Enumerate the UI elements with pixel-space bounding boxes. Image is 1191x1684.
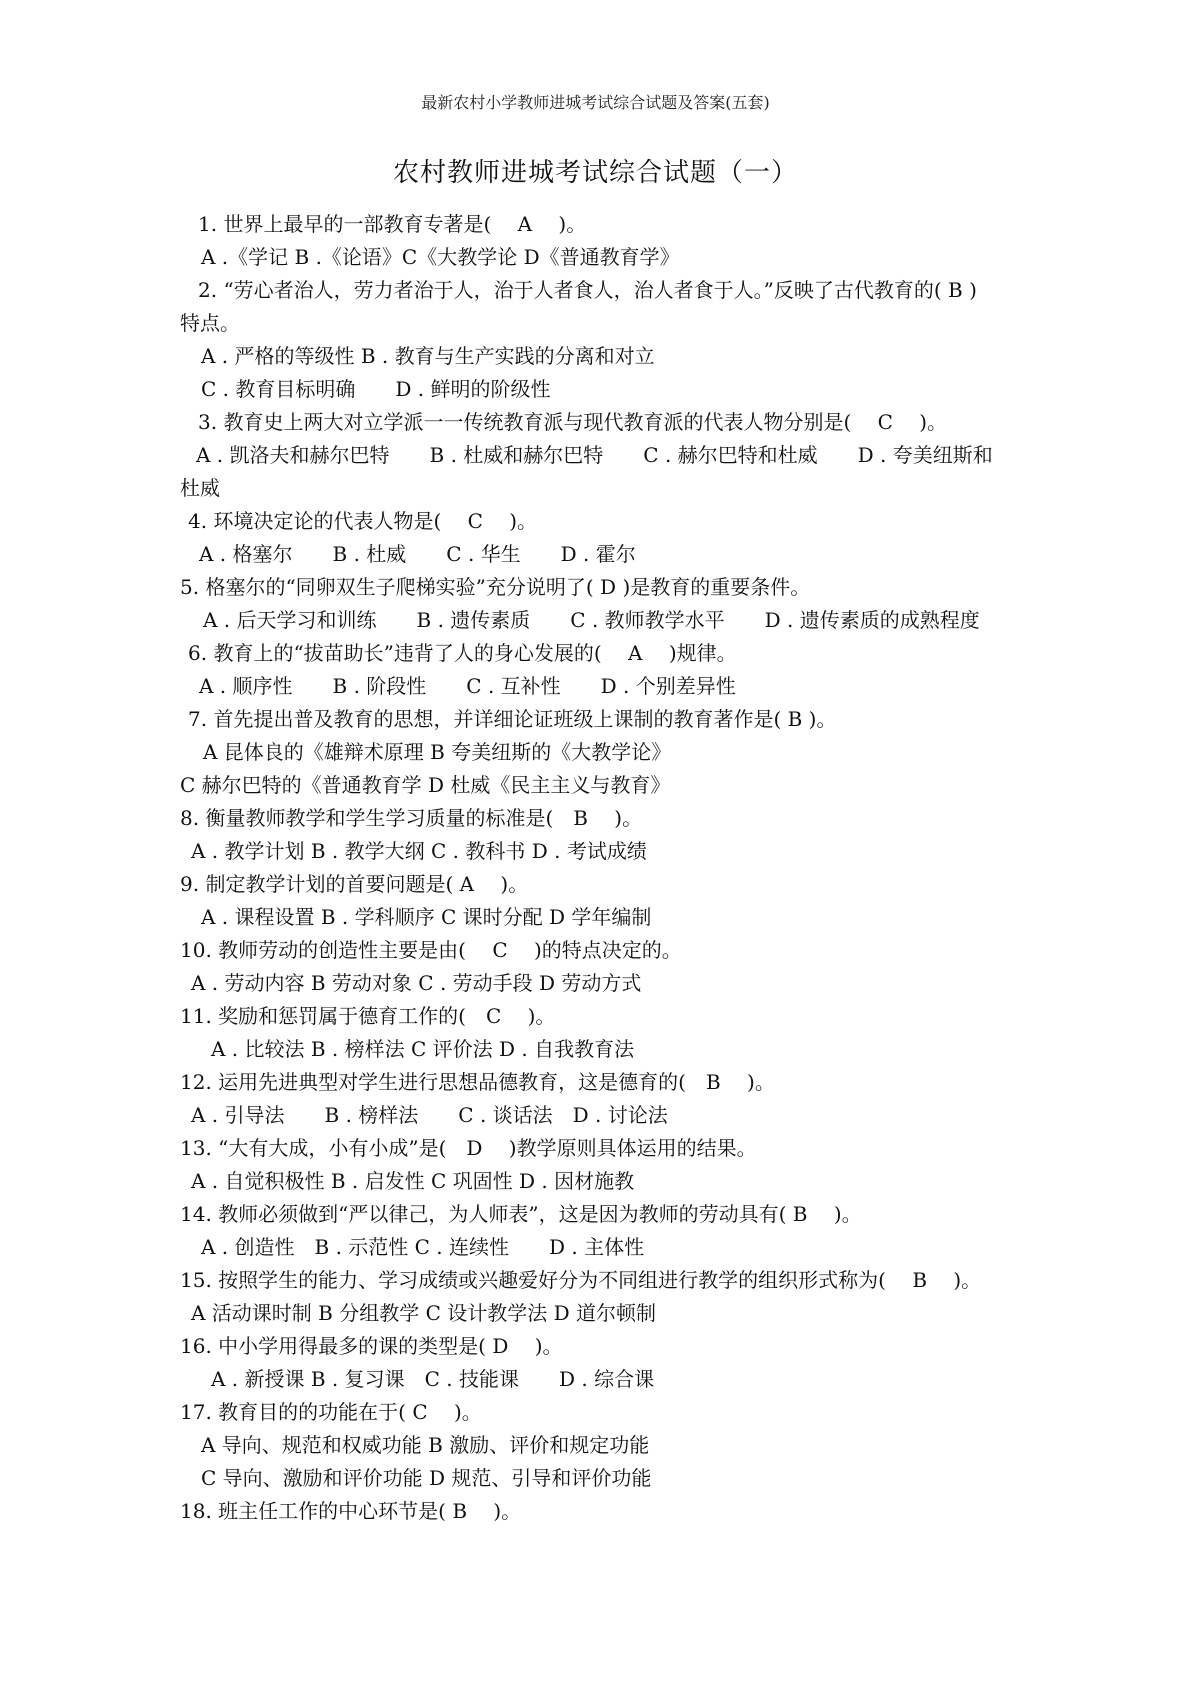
question-line: 11. 奖励和惩罚属于德育工作的( C )。 [180,1004,556,1028]
options-line: A 导向、规范和权威功能 B 激励、评价和规定功能 [201,1433,650,1457]
question-line: 3. 教育史上两大对立学派一一传统教育派与现代教育派的代表人物分别是( C )。 [198,410,948,434]
options-line: C 赫尔巴特的《普通教育学 D 杜威《民主主义与教育》 [180,773,671,797]
question-line: 17. 教育目的的功能在于( C )。 [180,1400,482,1424]
document-title: 农村教师进城考试综合试题（一） [392,158,798,188]
options-line: C 导向、激励和评价功能 D 规范、引导和评价功能 [201,1466,652,1490]
question-line: 4. 环境决定论的代表人物是( C )。 [188,509,538,533]
options-line: A . 课程设置 B . 学科顺序 C 课时分配 D 学年编制 [201,905,652,929]
question-line: 13. “大有大成，小有小成”是( D )教学原则具体运用的结果。 [180,1136,757,1160]
question-line: 2. “劳心者治人，劳力者治于人，治于人者食人，治人者食于人。”反映了古代教育的( B ) [198,278,977,302]
question-line: 6. 教育上的“拔苗助长”违背了人的身心发展的( A )规律。 [188,641,737,665]
options-line: A . 教学计划 B . 教学大纲 C . 教科书 D . 考试成绩 [191,839,647,863]
question-line: 18. 班主任工作的中心环节是( B )。 [180,1499,522,1523]
options-line: A . 后天学习和训练 B . 遗传素质 C . 教师教学水平 D . 遗传素质的成熟程度 [203,608,980,632]
question-line: 9. 制定教学计划的首要问题是( A )。 [180,872,529,896]
options-line-continued: 杜威 [180,476,220,500]
question-line: 8. 衡量教师教学和学生学习质量的标准是( B )。 [180,806,643,830]
options-line: A . 引导法 B . 榜样法 C . 谈话法 D . 讨论法 [191,1103,668,1127]
options-line: A . 劳动内容 B 劳动对象 C . 劳动手段 D 劳动方式 [191,971,642,995]
question-line: 7. 首先提出普及教育的思想，并详细论证班级上课制的教育著作是( B )。 [188,707,837,731]
question-line: 12. 运用先进典型对学生进行思想品德教育，这是德育的( B )。 [180,1070,775,1094]
options-line: A . 创造性 B . 示范性 C . 连续性 D . 主体性 [201,1235,645,1259]
options-line: A . 比较法 B . 榜样法 C 评价法 D . 自我教育法 [211,1037,635,1061]
options-line: A . 格塞尔 B . 杜威 C . 华生 D . 霍尔 [199,542,636,566]
options-line: A .《学记 B .《论语》C《大教学论 D《普通教育学》 [201,245,680,269]
question-line: 15. 按照学生的能力、学习成绩或兴趣爱好分为不同组进行教学的组织形式称为( B )。 [180,1268,982,1292]
options-line: A . 严格的等级性 B . 教育与生产实践的分离和对立 [201,344,655,368]
question-line: 5. 格塞尔的“同卵双生子爬梯实验”充分说明了( D )是教育的重要条件。 [180,575,811,599]
question-line: 1. 世界上最早的一部教育专著是( A )。 [198,212,587,236]
options-line: A . 自觉积极性 B . 启发性 C 巩固性 D . 因材施教 [191,1169,635,1193]
options-line: A . 凯洛夫和赫尔巴特 B . 杜威和赫尔巴特 C . 赫尔巴特和杜威 D . 夸美纽斯和 [196,443,993,467]
running-header: 最新农村小学教师进城考试综合试题及答案(五套) [421,93,770,112]
question-list [0,208,1191,1528]
options-line: A 昆体良的《雄辩术原理 B 夸美纽斯的《大教学论》 [203,740,672,764]
question-line-continued: 特点。 [180,311,240,335]
options-line: A 活动课时制 B 分组教学 C 设计教学法 D 道尔顿制 [191,1301,656,1325]
question-line: 16. 中小学用得最多的课的类型是( D )。 [180,1334,563,1358]
question-line: 14. 教师必须做到“严以律己，为人师表”，这是因为教师的劳动具有( B )。 [180,1202,862,1226]
options-line: A . 顺序性 B . 阶段性 C . 互补性 D . 个别差异性 [199,674,736,698]
options-line: C . 教育目标明确 D . 鲜明的阶级性 [201,377,551,401]
options-line: A . 新授课 B . 复习课 C . 技能课 D . 综合课 [211,1367,655,1391]
question-line: 10. 教师劳动的创造性主要是由( C )的特点决定的。 [180,938,682,962]
